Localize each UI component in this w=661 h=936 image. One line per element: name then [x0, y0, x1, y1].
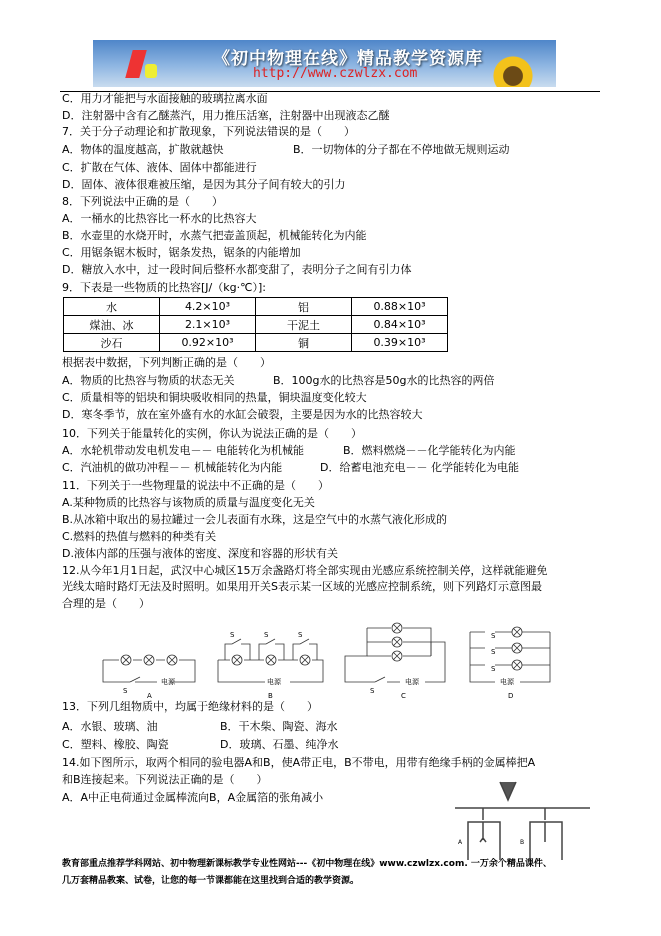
circuit-b: [218, 631, 323, 700]
q9-stem: 9．下表是一些物质的比热容[J/（kg·℃）]:: [62, 281, 266, 294]
switch-label: S: [491, 632, 496, 640]
table-row: [64, 334, 448, 352]
q14-line2: 和B连接起来。下列说法正确的是（ ）: [62, 773, 268, 786]
q8-option-a: A．一桶水的比热容比一杯水的比热容大: [62, 212, 257, 225]
diagram-label-b: B: [268, 692, 273, 700]
table-cell: 0.92×10³: [160, 334, 256, 352]
q11-stem: 11．下列关于一些物理量的说法中不正确的是（ ）: [62, 479, 329, 492]
electroscope-label-b: B: [520, 839, 525, 846]
table-cell: 铝: [256, 298, 352, 316]
q8-option-b: B．水壶里的水烧开时，水蒸气把壶盖顶起，机械能转化为内能: [62, 229, 367, 242]
q6-option-c: C．用力才能把与水面接触的玻璃拉离水面: [62, 92, 268, 105]
table-cell: 4.2×10³: [160, 298, 256, 316]
site-banner: [93, 40, 556, 87]
circuit-diagrams: [95, 622, 565, 700]
q12-line1: 12.从今年1月1日起，武汉中心城区15万余盏路灯将全部实现由光感应系统控制关停，这样就能避免: [62, 564, 548, 577]
table-cell: 0.39×10³: [352, 334, 448, 352]
table-cell: 干泥土: [256, 316, 352, 334]
q10-option-c: C．汽油机的做功冲程－－ 机械能转化为内能: [62, 461, 283, 474]
banner-title: 《初中物理在线》精品教学资源库: [213, 49, 483, 69]
logo-icon-yellow: [145, 64, 157, 78]
switch-label: S: [491, 665, 496, 673]
q8-option-d: D．糖放入水中，过一段时间后整杯水都变甜了，表明分子之间有引力体: [62, 263, 412, 276]
footer-line1: 教育部重点推荐学科网站、初中物理新课标教学专业性网站---《初中物理在线》www.czwlzx.com. 一万余个精品课件、: [62, 859, 552, 869]
table-cell: 煤油、冰: [64, 316, 160, 334]
q11-option-d: D.液体内部的压强与液体的密度、深度和容器的形状有关: [62, 547, 338, 560]
switch-label: S: [230, 631, 235, 639]
table-cell: 水: [64, 298, 160, 316]
switch-label: S: [370, 687, 375, 695]
diagram-label-a: A: [147, 692, 152, 700]
q13-option-b: B．干木柴、陶瓷、海水: [220, 720, 338, 733]
power-label: 电源: [267, 678, 281, 686]
circuit-a: [103, 655, 195, 700]
q13-option-d: D．玻璃、石墨、纯净水: [220, 738, 339, 751]
q14-option-a: A．A中正电荷通过金属棒流向B，A金属箔的张角减小: [62, 791, 324, 804]
q13-stem: 13．下列几组物质中，均属于绝缘材料的是（ ）: [62, 700, 318, 713]
diagram-label-d: D: [508, 692, 514, 700]
q8-option-c: C．用锯条锯木板时，锯条发热，锯条的内能增加: [62, 246, 301, 259]
power-label: 电源: [161, 678, 175, 686]
q9-sub: 根据表中数据，下列判断正确的是（ ）: [62, 356, 271, 369]
q11-option-a: A.某种物质的比热容与该物质的质量与温度变化无关: [62, 496, 315, 509]
specific-heat-table: [63, 297, 448, 352]
q7-option-b: B．一切物体的分子都在不停地做无规则运动: [293, 143, 510, 156]
table-row: [64, 298, 448, 316]
circuit-c: [345, 623, 445, 700]
q10-option-a: A．水轮机带动发电机发电－－ 电能转化为机械能: [62, 444, 305, 457]
q10-option-d: D．给蓄电池充电－－ 化学能转化为电能: [320, 461, 519, 474]
q9-option-d: D．寒冬季节，放在室外盛有水的水缸会破裂，主要是因为水的比热容较大: [62, 408, 423, 421]
table-cell: 2.1×10³: [160, 316, 256, 334]
q8-stem: 8．下列说法中正确的是（ ）: [62, 195, 223, 208]
footer-line2: 几万套精品教案、试卷，让您的每一节课都能在这里找到合适的教学资源。: [62, 876, 360, 886]
q9-option-c: C．质量相等的铝块和铜块吸收相同的热量，铜块温度变化较大: [62, 391, 367, 404]
table-cell: 0.84×10³: [352, 316, 448, 334]
q13-option-a: A．水银、玻璃、油: [62, 720, 158, 733]
q6-option-d: D．注射器中含有乙醚蒸汽，用力推压活塞，注射器中出现液态乙醚: [62, 109, 390, 122]
table-cell: 0.88×10³: [352, 298, 448, 316]
q10-stem: 10．下列关于能量转化的实例，你认为说法正确的是（ ）: [62, 427, 362, 440]
q9-option-a: A．物质的比热容与物质的状态无关: [62, 374, 235, 387]
circuit-d: [470, 627, 550, 700]
table-cell: 铜: [256, 334, 352, 352]
q7-option-c: C．扩散在气体、液体、固体中都能进行: [62, 161, 257, 174]
switch-label: S: [264, 631, 269, 639]
q12-line3: 合理的是（ ）: [62, 597, 150, 610]
q9-option-b: B．100g水的比热容是50g水的比热容的两倍: [273, 374, 495, 387]
logo-icon: [125, 50, 147, 78]
power-label: 电源: [405, 678, 419, 686]
q12-line2: 光线太暗时路灯无法及时照明。如果用开关S表示某一区域的光感应控制系统，则下列路灯示意图最: [62, 580, 542, 593]
q11-option-b: B.从冰箱中取出的易拉罐过一会儿表面有水珠，这是空气中的水蒸气液化形成的: [62, 513, 448, 526]
table-row: [64, 316, 448, 334]
switch-label: S: [298, 631, 303, 639]
power-label: 电源: [500, 678, 514, 686]
banner-url: http://www.czwlzx.com: [253, 66, 418, 81]
q13-option-c: C．塑料、橡胶、陶瓷: [62, 738, 169, 751]
q7-option-a: A．物体的温度越高，扩散就越快: [62, 143, 224, 156]
table-cell: 沙石: [64, 334, 160, 352]
diagram-label-c: C: [401, 692, 406, 700]
q11-option-c: C.燃料的热值与燃料的种类有关: [62, 530, 217, 543]
q7-stem: 7．关于分子动理论和扩散现象，下列说法错误的是（ ）: [62, 125, 355, 138]
q10-option-b: B．燃料燃烧－－化学能转化为内能: [343, 444, 516, 457]
q14-line1: 14.如下图所示，取两个相同的验电器A和B，使A带正电，B不带电，用带有绝缘手柄的金属棒把A: [62, 756, 536, 769]
q7-option-d: D．固体、液体很难被压缩，是因为其分子间有较大的引力: [62, 178, 346, 191]
electroscope-label-a: A: [458, 839, 463, 846]
switch-label: S: [123, 687, 128, 695]
switch-label: S: [491, 648, 496, 656]
sunflower-icon: [488, 56, 538, 87]
electroscope-figure: [450, 780, 600, 860]
